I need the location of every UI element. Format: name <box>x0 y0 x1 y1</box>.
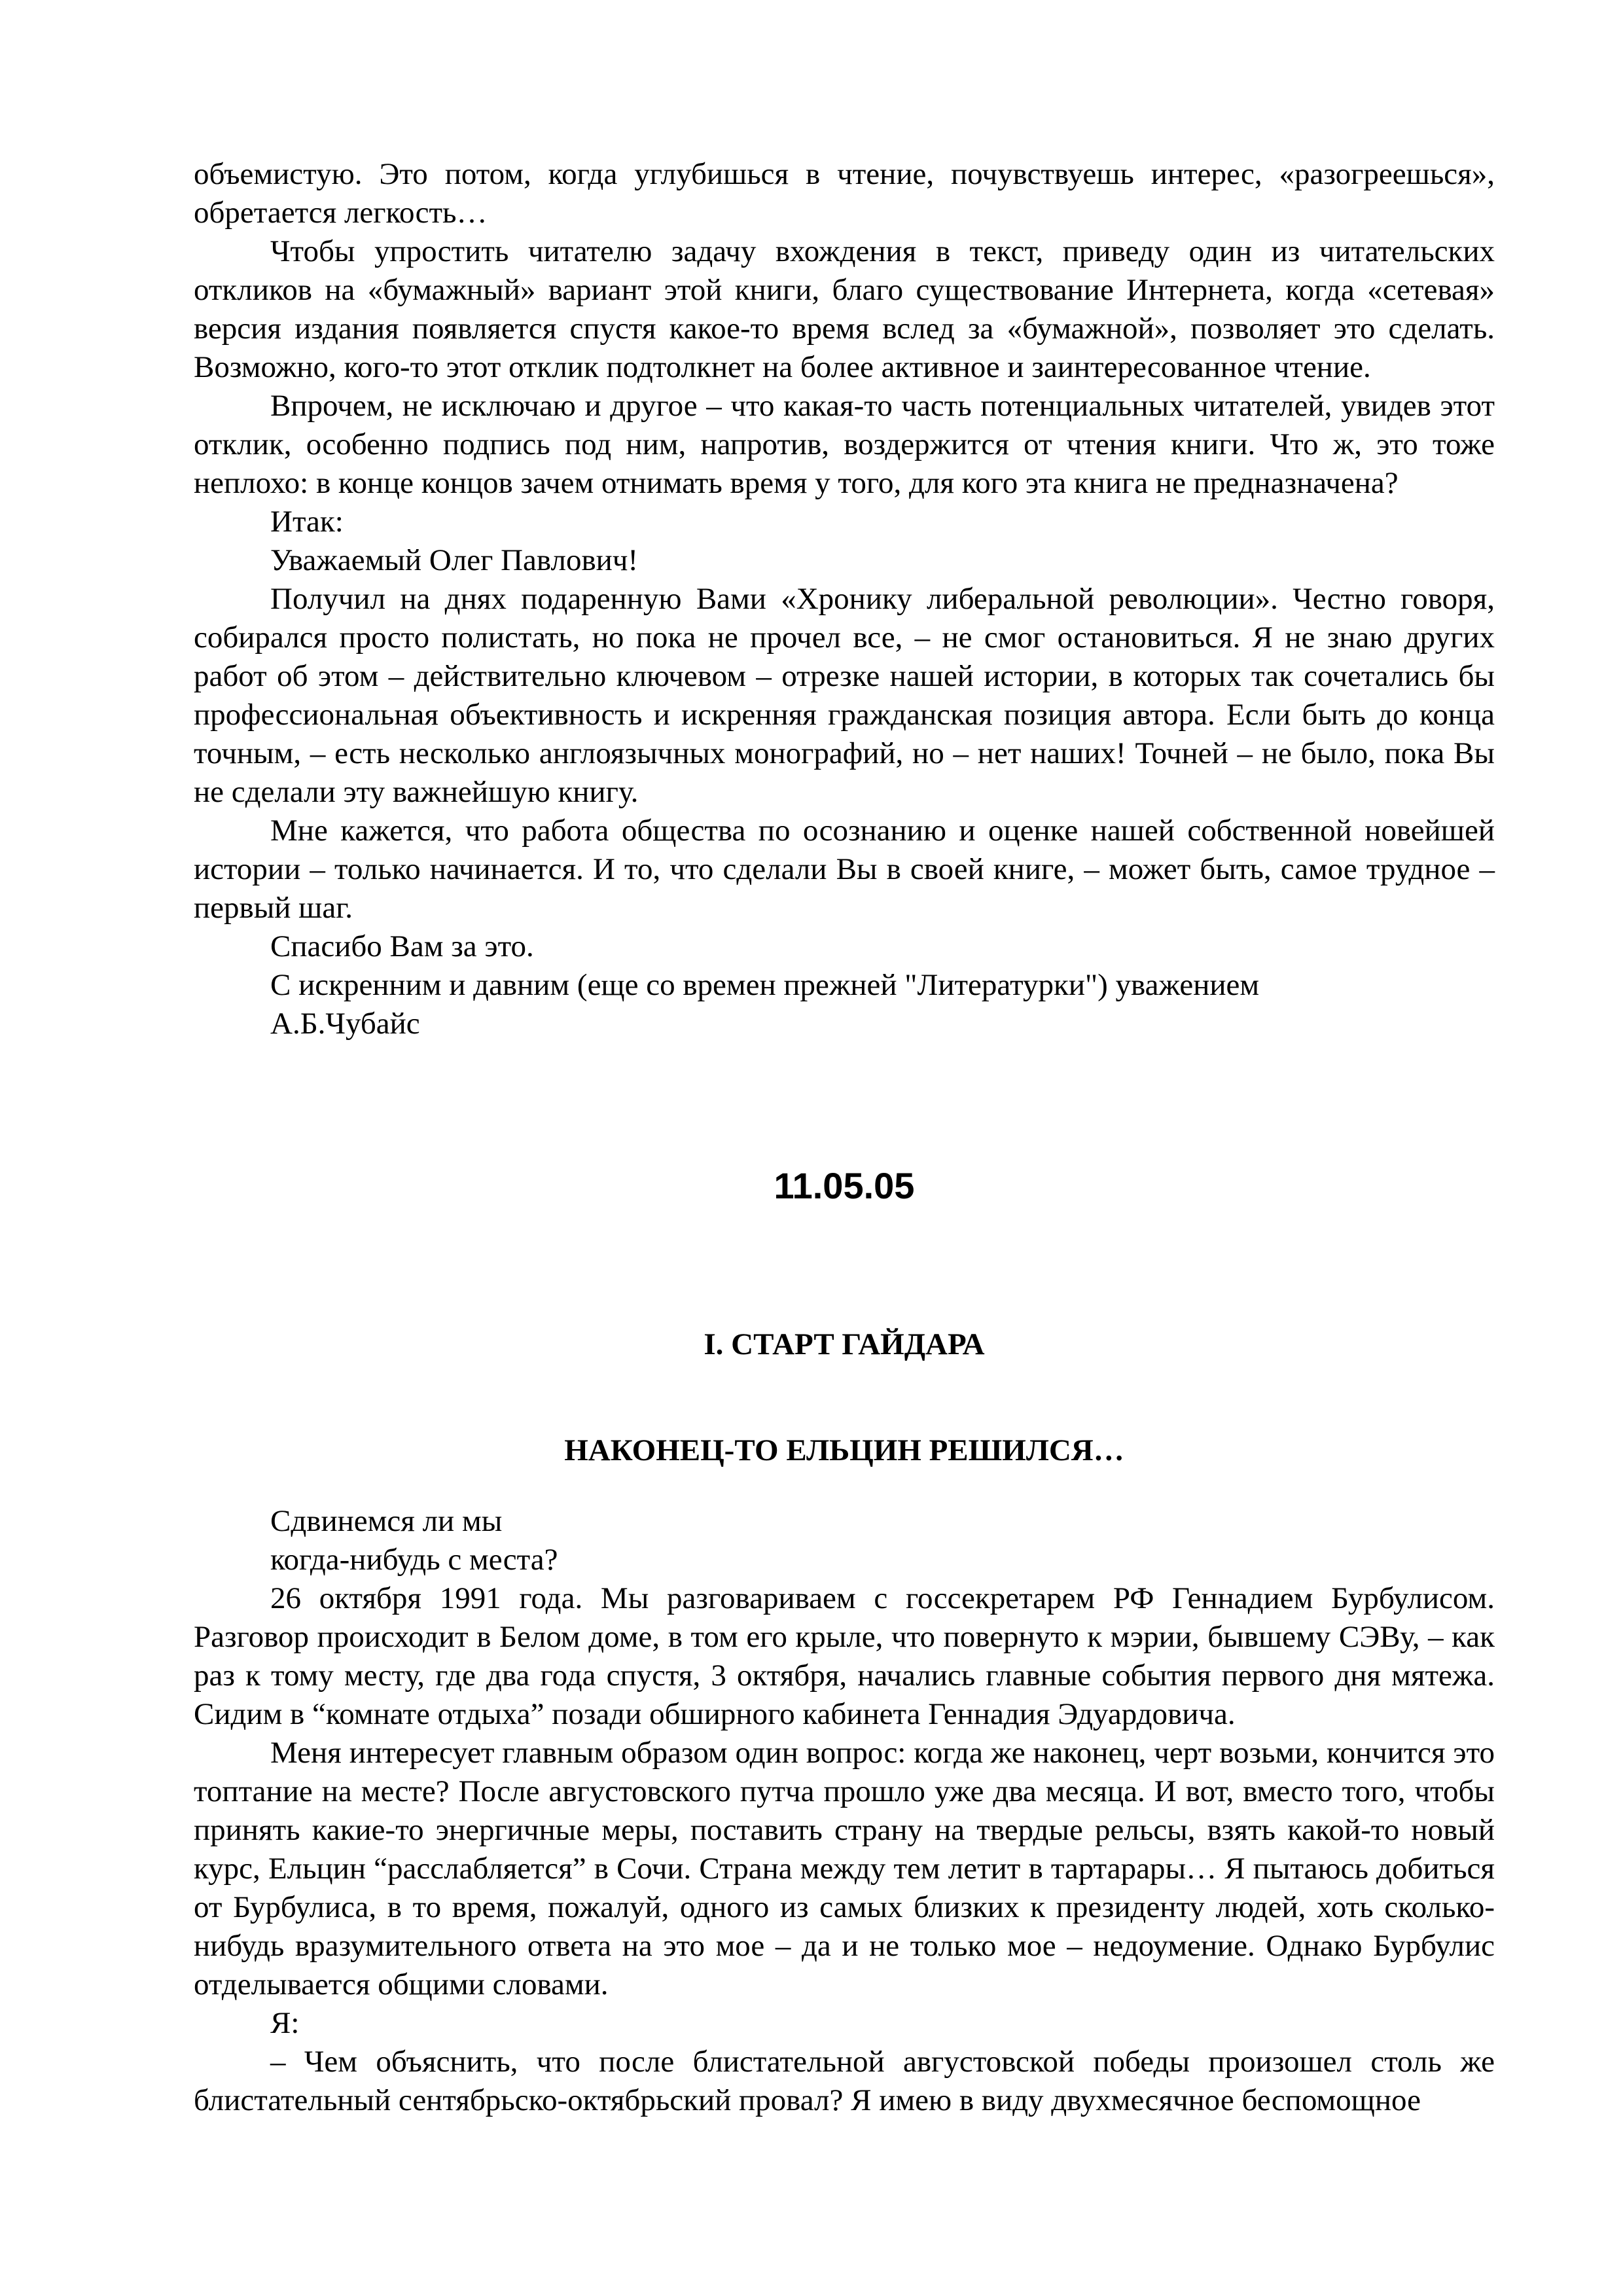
intro-paragraph-3: Впрочем, не исключаю и другое – что какая-то часть потенциальных читателей, увидев этот отклик, особенно подпись под ним, напротив, воздержится от чтения книги. Что ж, это тоже неплохо: в конце концов зачем отнимать время у того, для кого эта книга не предназначена? <box>194 389 1495 500</box>
letter-paragraph-2: Мне кажется, что работа общества по осознанию и оценке нашей собственной новейшей истории – только начинается. И то, что сделали Вы в своей книге, – может быть, самое трудное – первый шаг. <box>194 814 1495 925</box>
letter-salutation: Уважаемый Олег Павлович! <box>270 543 639 577</box>
epigraph-line-2: когда-нибудь с места? <box>270 1543 558 1577</box>
interview-speaker: Я: <box>270 2006 300 2040</box>
date-heading: 11.05.05 <box>774 1165 915 1206</box>
letter-closing: С искренним и давним (еще со времен прежней "Литературки") уважением <box>270 968 1260 1002</box>
interview-text-block <box>194 1502 1495 2120</box>
chapter-heading: НАКОНЕЦ-ТО ЕЛЬЦИН РЕШИЛСЯ… <box>564 1433 1124 1467</box>
intro-paragraph-1: объемистую. Это потом, когда углубишься в чтение, почувствуешь интерес, «разогреешься», обретается легкость… <box>194 157 1495 230</box>
intro-text-block <box>194 155 1495 1043</box>
intro-paragraph-4: Итак: <box>270 505 344 539</box>
interview-paragraph-3: – Чем объяснить, что после блистательной августовской победы произошел столь же блистательный сентябрьско-октябрьский провал? Я имею в виду двухмесячное беспомощное <box>194 2045 1495 2117</box>
interview-paragraph-1: 26 октября 1991 года. Мы разговариваем с госсекретарем РФ Геннадием Бурбулисом. Разговор происходит в Белом доме, в том его крыле, что повернуто к мэрии, бывшему СЭВу, – как раз к тому месту, где два года спустя, 3 октября, начались главные события первого дня мятежа. Сидим в “комнате отдыха” позади обширного кабинета Геннадия Эдуардовича. <box>194 1581 1495 1731</box>
letter-paragraph-1: Получил на днях подаренную Вами «Хронику либеральной революции». Честно говоря, собирался просто полистать, но пока не прочел все, – не смог остановиться. Я не знаю других работ об этом – действительно ключевом – отрезке нашей истории, в которых так сочетались бы профессиональная объективность и искренняя гражданская позиция автора. Если быть до конца точным, – есть несколько англоязычных монографий, но – нет наших! Точней – не было, пока Вы не сделали эту важнейшую книгу. <box>194 582 1495 809</box>
letter-thanks: Спасибо Вам за это. <box>270 929 534 963</box>
letter-signature: А.Б.Чубайс <box>270 1007 420 1041</box>
section-heading: I. СТАРТ ГАЙДАРА <box>704 1327 985 1361</box>
intro-paragraph-2: Чтобы упростить читателю задачу вхождения в текст, приведу один из читательских откликов на «бумажный» вариант этой книги, благо существование Интернета, когда «сетевая» версия издания появляется спустя какое-то время вслед за «бумажной», позволяет это сделать. Возможно, кого-то этот отклик подтолкнет на более активное и заинтересованное чтение. <box>194 234 1495 384</box>
epigraph-line-1: Сдвинемся ли мы <box>270 1504 503 1538</box>
interview-paragraph-2: Меня интересует главным образом один вопрос: когда же наконец, черт возьми, кончится это топтание на месте? После августовского путча прошло уже два месяца. И вот, вместо того, чтобы принять какие-то энергичные меры, поставить страну на твердые рельсы, взять какой-то новый курс, Ельцин “расслабляется” в Сочи. Страна между тем летит в тартарары… Я пытаюсь добиться от Бурбулиса, в то время, пожалуй, одного из самых близких к президенту людей, хоть сколько-нибудь вразумительного ответа на это мое – да и не только мое – недоумение. Однако Бурбулис отделывается общими словами. <box>194 1736 1495 2001</box>
